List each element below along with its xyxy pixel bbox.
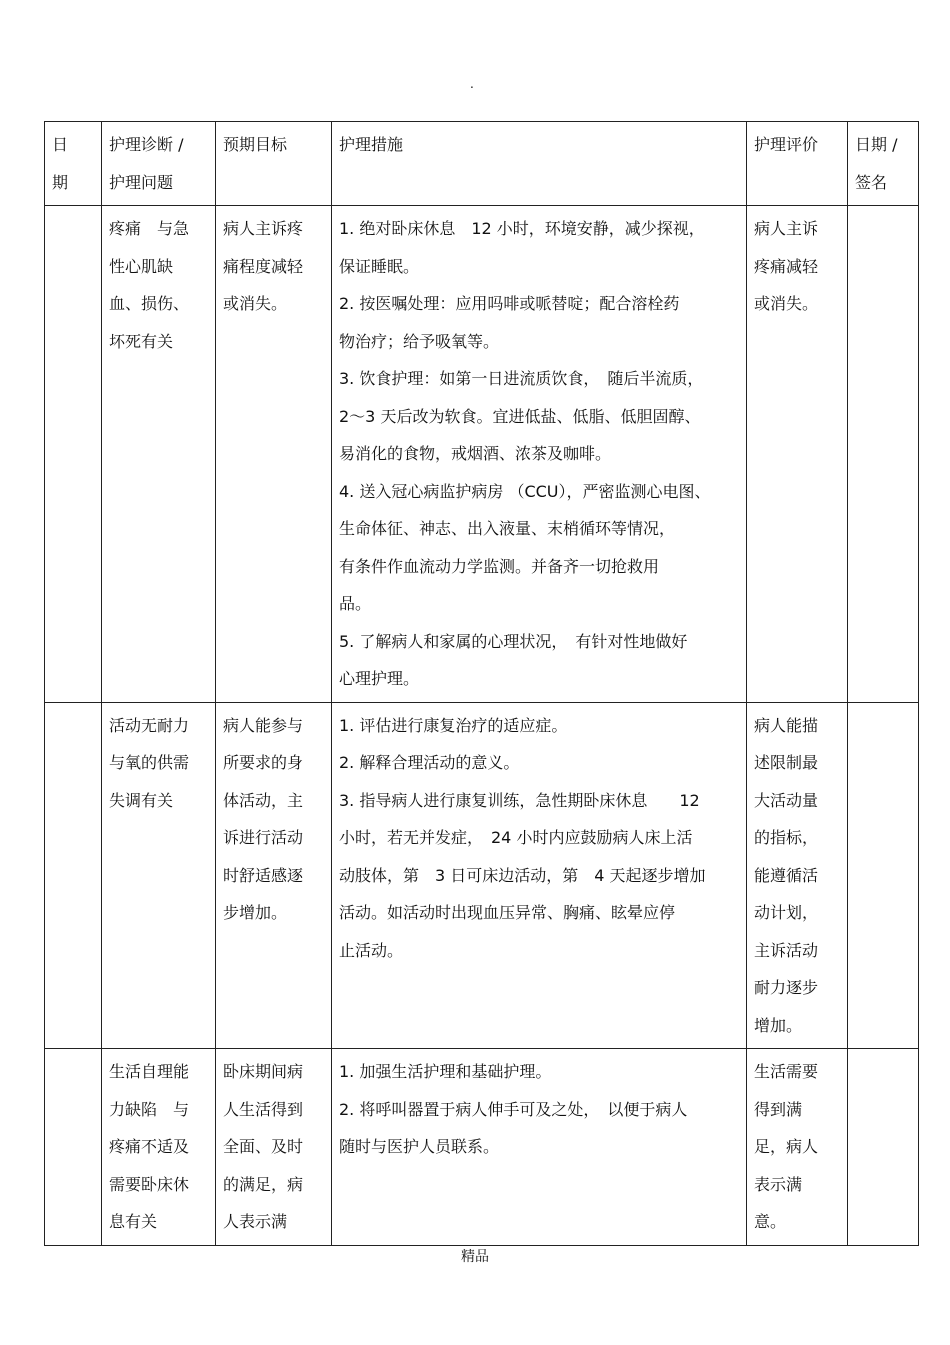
measure-line: 5. 了解病人和家属的心理状况， 有针对性地做好 bbox=[339, 631, 688, 651]
diagnosis-cell bbox=[102, 206, 216, 703]
header-date-sign-line: 签名 bbox=[855, 172, 888, 192]
evaluation-line: 或消失。 bbox=[754, 294, 819, 313]
evaluation-cell bbox=[747, 206, 848, 703]
measure-line: 2. 按医嘱处理：应用吗啡或哌替啶；配合溶栓药 bbox=[339, 294, 680, 313]
goal-line: 的满足，病 bbox=[223, 1174, 304, 1194]
evaluation-line: 动计划， bbox=[754, 903, 819, 922]
header-diagnosis-line: 护理问题 bbox=[109, 172, 174, 192]
header-date-sign bbox=[848, 122, 919, 206]
measure-line: 有条件作血流动力学监测。并备齐一切抢救用 bbox=[339, 556, 660, 576]
goal-line: 人生活得到 bbox=[223, 1099, 304, 1119]
measure-line: 1. 绝对卧床休息 12 小时，环境安静，减少探视， bbox=[339, 219, 705, 238]
header-goal-label: 预期目标 bbox=[223, 135, 288, 154]
measure-line: 1. 评估进行康复治疗的适应症。 bbox=[339, 715, 568, 735]
goal-line: 痛程度减轻 bbox=[223, 256, 304, 276]
table-row bbox=[45, 702, 919, 1049]
evaluation-line: 大活动量 bbox=[754, 790, 819, 810]
diagnosis-cell bbox=[102, 1049, 216, 1246]
table-row bbox=[45, 1049, 919, 1246]
measure-line: 3. 饮食护理：如第一日进流质饮食， 随后半流质， bbox=[339, 369, 704, 388]
goal-cell bbox=[216, 702, 332, 1049]
evaluation-line: 主诉活动 bbox=[754, 940, 819, 960]
header-diagnosis bbox=[102, 122, 216, 206]
diagnosis-line: 疼痛不适及 bbox=[109, 1137, 190, 1156]
header-date-line: 期 bbox=[52, 172, 69, 192]
goal-line: 或消失。 bbox=[223, 294, 288, 313]
measures-cell bbox=[332, 702, 747, 1049]
header-row bbox=[45, 122, 919, 206]
table-body bbox=[45, 122, 919, 1246]
evaluation-line: 足，病人 bbox=[754, 1137, 819, 1156]
measures-cell bbox=[332, 206, 747, 703]
goal-line: 全面、及时 bbox=[223, 1137, 304, 1156]
measure-line: 随时与医护人员联系。 bbox=[339, 1137, 500, 1156]
goal-line: 时舒适感逐 bbox=[223, 865, 304, 885]
goal-line: 卧床期间病 bbox=[223, 1062, 304, 1081]
goal-line: 病人能参与 bbox=[223, 715, 304, 735]
header-date-sign-line: 日期 / bbox=[855, 135, 898, 154]
goal-line: 所要求的身 bbox=[223, 753, 304, 772]
measure-line: 保证睡眠。 bbox=[339, 256, 420, 276]
evaluation-line: 的指标， bbox=[754, 828, 819, 847]
evaluation-cell bbox=[747, 702, 848, 1049]
goal-line: 步增加。 bbox=[223, 903, 288, 922]
evaluation-line: 意。 bbox=[754, 1212, 787, 1231]
date-sign-cell bbox=[848, 1049, 919, 1246]
evaluation-line: 述限制最 bbox=[754, 753, 819, 772]
measure-line: 2. 将呼叫器置于病人伸手可及之处， 以便于病人 bbox=[339, 1099, 688, 1119]
goal-line: 人表示满 bbox=[223, 1212, 288, 1231]
diagnosis-line: 息有关 bbox=[109, 1212, 158, 1231]
diagnosis-line: 与氧的供需 bbox=[109, 753, 190, 772]
evaluation-line: 能遵循活 bbox=[754, 865, 819, 885]
header-measures bbox=[332, 122, 747, 206]
goal-line: 体活动，主 bbox=[223, 790, 304, 810]
evaluation-line: 疼痛减轻 bbox=[754, 256, 819, 276]
measures-cell bbox=[332, 1049, 747, 1246]
evaluation-line: 病人主诉 bbox=[754, 219, 819, 238]
diagnosis-line: 血、损伤、 bbox=[109, 294, 190, 313]
evaluation-line: 增加。 bbox=[754, 1015, 803, 1035]
page-top-mark: . bbox=[470, 77, 474, 91]
header-diagnosis-line: 护理诊断 / bbox=[109, 135, 184, 154]
diagnosis-line: 生活自理能 bbox=[109, 1062, 190, 1081]
measure-line: 小时，若无并发症， 24 小时内应鼓励病人床上活 bbox=[339, 828, 693, 847]
diagnosis-line: 坏死有关 bbox=[109, 331, 174, 351]
measure-line: 1. 加强生活护理和基础护理。 bbox=[339, 1062, 552, 1081]
evaluation-line: 生活需要 bbox=[754, 1062, 819, 1081]
evaluation-line: 病人能描 bbox=[754, 715, 819, 735]
diagnosis-line: 疼痛 与急 bbox=[109, 219, 190, 238]
measure-line: 2. 解释合理活动的意义。 bbox=[339, 753, 520, 772]
measure-line: 2～3 天后改为软食。宜进低盐、低脂、低胆固醇、 bbox=[339, 406, 701, 426]
evaluation-line: 耐力逐步 bbox=[754, 978, 819, 997]
measure-line: 活动。如活动时出现血压异常、胸痛、眩晕应停 bbox=[339, 903, 676, 922]
evaluation-line: 表示满 bbox=[754, 1174, 803, 1194]
goal-cell bbox=[216, 1049, 332, 1246]
diagnosis-cell bbox=[102, 702, 216, 1049]
diagnosis-line: 需要卧床休 bbox=[109, 1174, 190, 1194]
date-cell bbox=[45, 1049, 102, 1246]
evaluation-cell bbox=[747, 1049, 848, 1246]
measure-line: 动肢体，第 3 日可床边活动，第 4 天起逐步增加 bbox=[339, 865, 706, 885]
diagnosis-line: 活动无耐力 bbox=[109, 715, 190, 735]
measure-line: 品。 bbox=[339, 594, 372, 613]
evaluation-line: 得到满 bbox=[754, 1099, 803, 1119]
header-date-line: 日 bbox=[52, 135, 69, 154]
diagnosis-line: 力缺陷 与 bbox=[109, 1099, 190, 1119]
date-cell bbox=[45, 702, 102, 1049]
goal-line: 诉进行活动 bbox=[223, 828, 304, 847]
header-goal bbox=[216, 122, 332, 206]
measure-line: 物治疗；给予吸氧等。 bbox=[339, 331, 500, 351]
header-evaluation-label: 护理评价 bbox=[754, 135, 819, 154]
measure-line: 止活动。 bbox=[339, 940, 404, 960]
goal-line: 病人主诉疼 bbox=[223, 219, 304, 238]
page-footer: 精品 bbox=[461, 1249, 489, 1265]
measure-line: 心理护理。 bbox=[339, 669, 420, 688]
header-date bbox=[45, 122, 102, 206]
goal-cell bbox=[216, 206, 332, 703]
header-evaluation bbox=[747, 122, 848, 206]
date-cell bbox=[45, 206, 102, 703]
diagnosis-line: 性心肌缺 bbox=[109, 256, 174, 276]
nursing-care-plan-table bbox=[44, 121, 919, 1246]
date-sign-cell bbox=[848, 702, 919, 1049]
diagnosis-line: 失调有关 bbox=[109, 790, 174, 810]
header-measures-label: 护理措施 bbox=[339, 135, 404, 154]
measure-line: 生命体征、神志、出入液量、末梢循环等情况， bbox=[339, 519, 676, 538]
measure-line: 3. 指导病人进行康复训练，急性期卧床休息 12 bbox=[339, 790, 700, 810]
measure-line: 4. 送入冠心病监护病房 （CCU），严密监测心电图、 bbox=[339, 481, 711, 501]
table-row bbox=[45, 206, 919, 703]
date-sign-cell bbox=[848, 206, 919, 703]
measure-line: 易消化的食物，戒烟酒、浓茶及咖啡。 bbox=[339, 444, 612, 463]
